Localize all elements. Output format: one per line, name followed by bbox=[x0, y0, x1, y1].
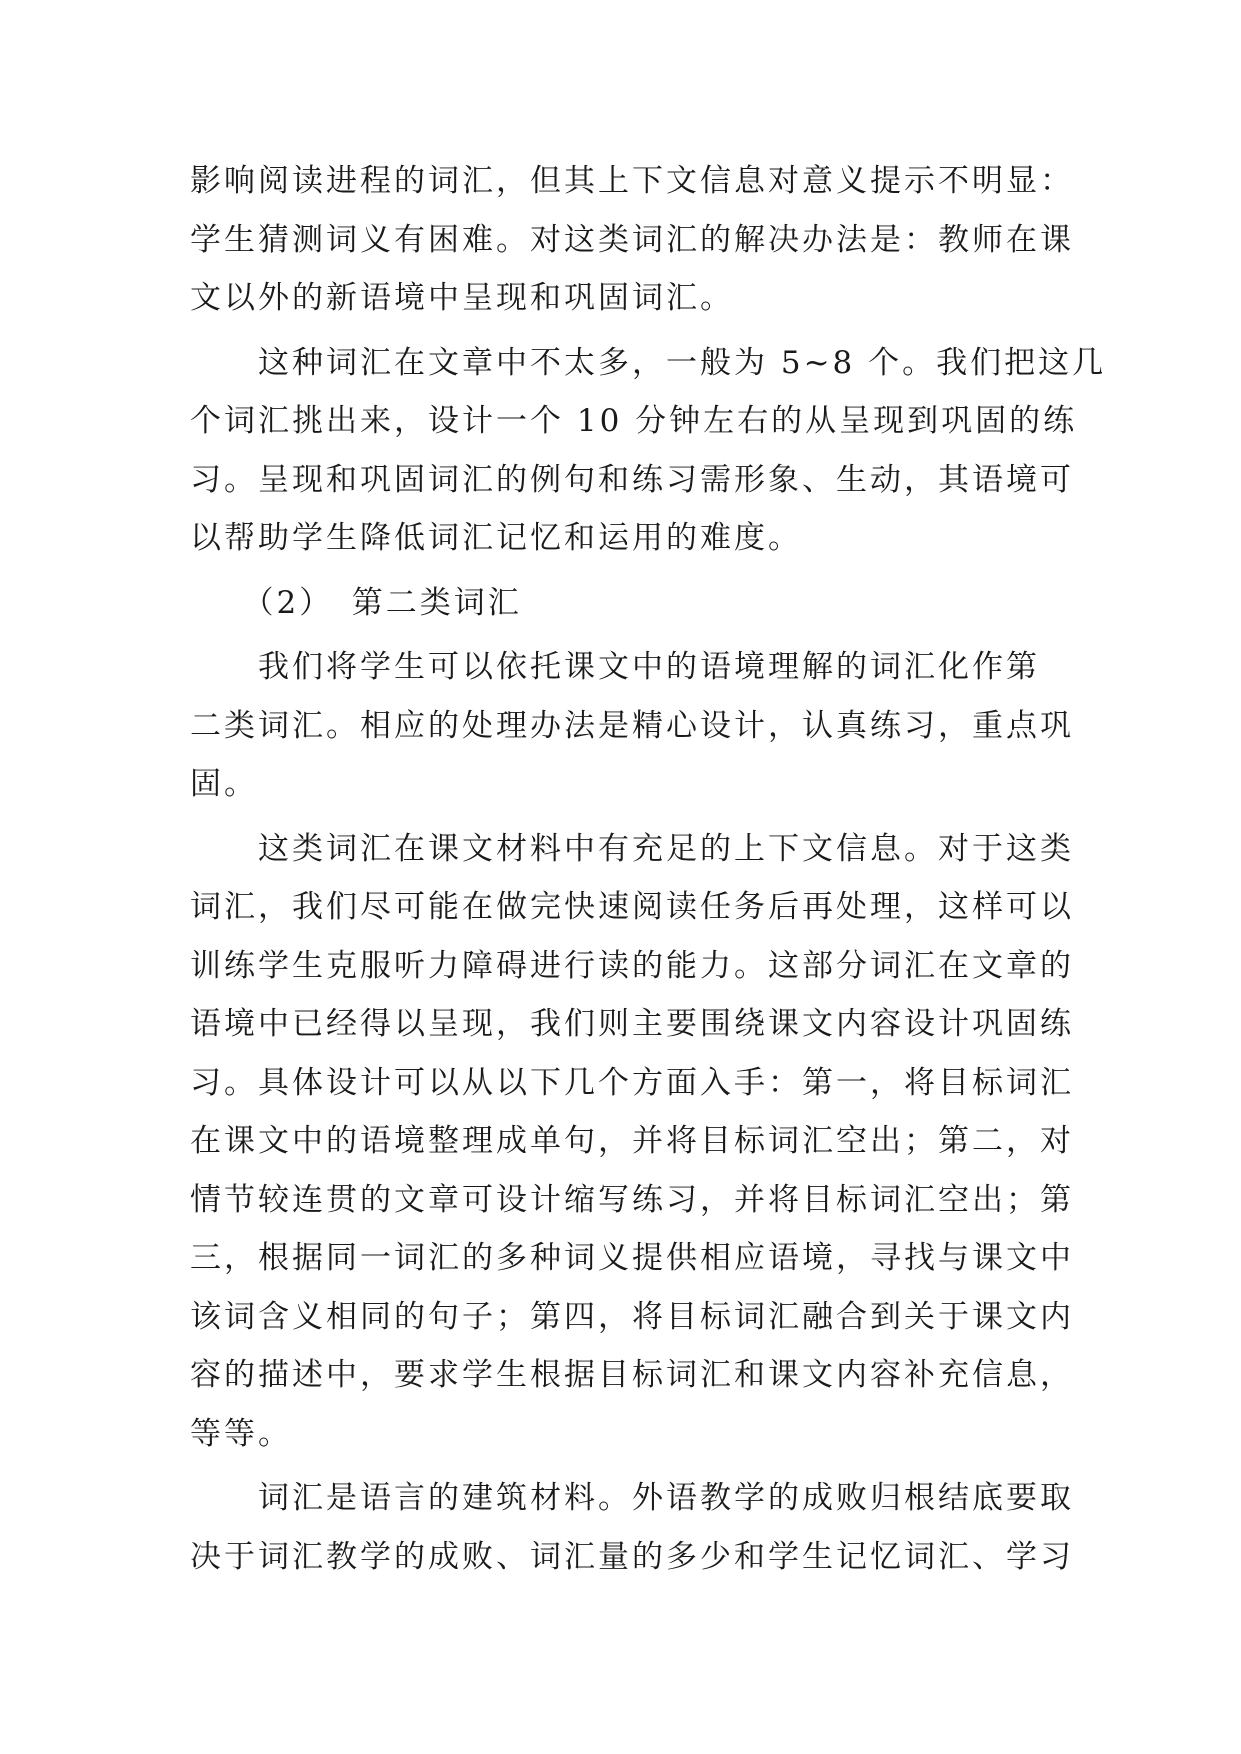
text-line: 影响阅读进程的词汇，但其上下文信息对意义提示不明显： bbox=[190, 163, 1074, 199]
text-line: 三，根据同一词汇的多种词义提供相应语境，寻找与课文中 bbox=[190, 1240, 1074, 1276]
paragraph bbox=[190, 334, 1107, 568]
paragraph bbox=[190, 1469, 1074, 1586]
text-line: 这种词汇在文章中不太多，一般为 5~8 个。我们把这几 bbox=[190, 344, 1107, 381]
text-line: 决于词汇教学的成败、词汇量的多少和学生记忆词汇、学习 bbox=[190, 1538, 1074, 1575]
section-heading bbox=[190, 574, 1052, 633]
text-line: 文以外的新语境中呈现和巩固词汇。 bbox=[190, 280, 734, 316]
text-line: 等等。 bbox=[190, 1415, 292, 1452]
text-line: 在课文中的语境整理成单句，并将目标词汇空出；第二，对 bbox=[190, 1123, 1074, 1159]
text-line: 以帮助学生降低词汇记忆和运用的难度。 bbox=[190, 520, 802, 556]
text-line: 这类词汇在课文材料中有充足的上下文信息。对于这类 bbox=[190, 830, 1074, 867]
text-line: 语境中已经得以呈现，我们则主要围绕课文内容设计巩固练 bbox=[190, 1006, 1074, 1042]
text-line: 词汇是语言的建筑材料。外语教学的成败归根结底要取 bbox=[190, 1480, 1074, 1516]
text-line: 固。 bbox=[190, 766, 258, 802]
paragraph bbox=[190, 820, 1074, 1464]
paragraph bbox=[190, 152, 1074, 328]
text-line: 容的描述中，要求学生根据目标词汇和课文内容补充信息， bbox=[190, 1357, 1074, 1393]
text-line: 词汇，我们尽可能在做完快速阅读任务后再处理，这样可以 bbox=[190, 889, 1074, 925]
text-line: 训练学生克服听力障碍进行读的能力。这部分词汇在文章的 bbox=[190, 947, 1074, 984]
text-line: 习。具体设计可以从以下几个方面入手：第一，将目标词汇 bbox=[190, 1064, 1074, 1101]
heading-line: （2） 第二类词汇 bbox=[190, 584, 522, 621]
text-line: 个词汇挑出来，设计一个 10 分钟左右的从呈现到巩固的练 bbox=[190, 403, 1078, 439]
text-line: 该词含义相同的句子；第四，将目标词汇融合到关于课文内 bbox=[190, 1298, 1074, 1335]
text-line: 二类词汇。相应的处理办法是精心设计，认真练习，重点巩 bbox=[190, 707, 1074, 744]
document-body bbox=[190, 152, 1107, 1586]
text-line: 情节较连贯的文章可设计缩写练习，并将目标词汇空出；第 bbox=[190, 1181, 1074, 1218]
paragraph bbox=[190, 638, 1074, 814]
text-line: 习。呈现和巩固词汇的例句和练习需形象、生动，其语境可 bbox=[190, 461, 1074, 498]
text-line: 我们将学生可以依托课文中的语境理解的词汇化作第 bbox=[190, 649, 1040, 685]
text-line: 学生猜测词义有困难。对这类词汇的解决办法是：教师在课 bbox=[190, 221, 1074, 258]
